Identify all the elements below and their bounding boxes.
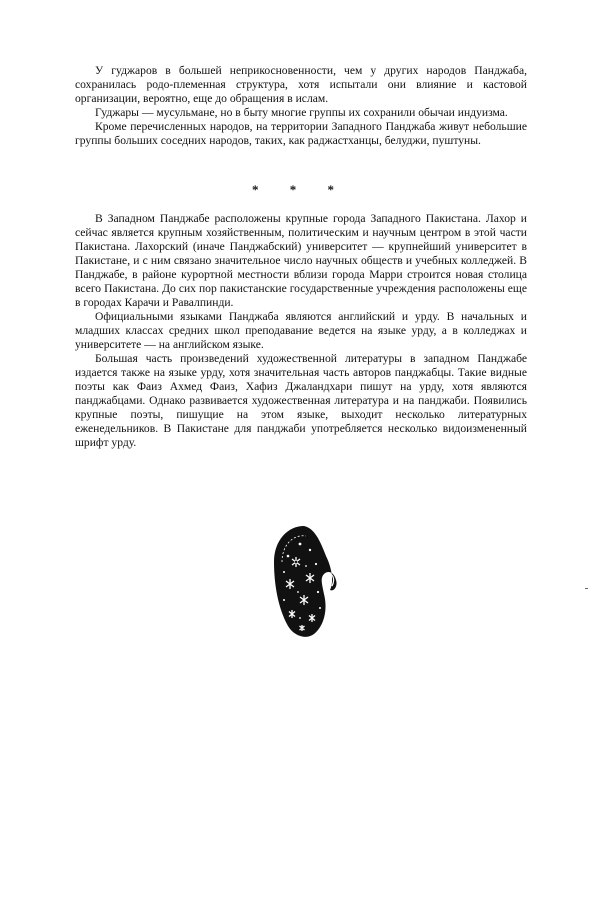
paisley-ornament-icon — [270, 522, 340, 642]
paragraph: Гуджары — мусульмане, но в быту многие группы их сохранили обычаи индуизма. — [95, 106, 508, 119]
text-block-top — [75, 64, 527, 148]
paragraph: Большая часть произведений художественной литературы в западном Панджабе издается также на языке урду, хотя значительная часть авторов панджабцы. Такие видные поэты как Фаиз Ахмед Фаиз, Хафиз Джаландхари пишут на урду, хотя являются панджабцами. Однако развивается художественная литература и на панджаби. Появились крупные поэты, пишущие на этом языке, выходит несколько литературных еженедельников. В Пакистане для панджаби употребляется несколько видоизмененный шрифт урду. — [75, 352, 527, 449]
paragraph: У гуджаров в большей неприкосновенности, чем у других народов Панджаба, сохранилась родо-племенная структура, хотя испытали они влияние и кастовой организации, вероятно, еще до обращения в ислам. — [75, 64, 527, 105]
edge-mark — [585, 588, 588, 589]
paragraph: В Западном Панджабе расположены крупные города Западного Пакистана. Лахор и сейчас является крупным хозяйственным, политическим и научным центром в этой части Пакистана. Лахорский (иначе Панджабский) университет — крупнейший университет в Пакистане, и с ним связано значительное число научных обществ и учебных колледжей. В Панджабе, в районе курортной местности вблизи города Марри строится новая столица всего Пакистана. До сих пор пакистанские государственные учреждения расположены еще в городах Карачи и Равалпинди. — [75, 212, 527, 309]
section-separator: * * * — [252, 182, 348, 197]
paragraph: Кроме перечисленных народов, на территории Западного Панджаба живут небольшие группы больших соседних народов, таких, как раджастханцы, белуджи, пуштуны. — [75, 120, 527, 147]
paragraph: Официальными языками Панджаба являются английский и урду. В начальных и младших классах средних школ преподавание ведется на языке урду, а в колледжах и университете — на английском языке. — [75, 310, 527, 351]
text-block-bottom — [75, 212, 527, 450]
